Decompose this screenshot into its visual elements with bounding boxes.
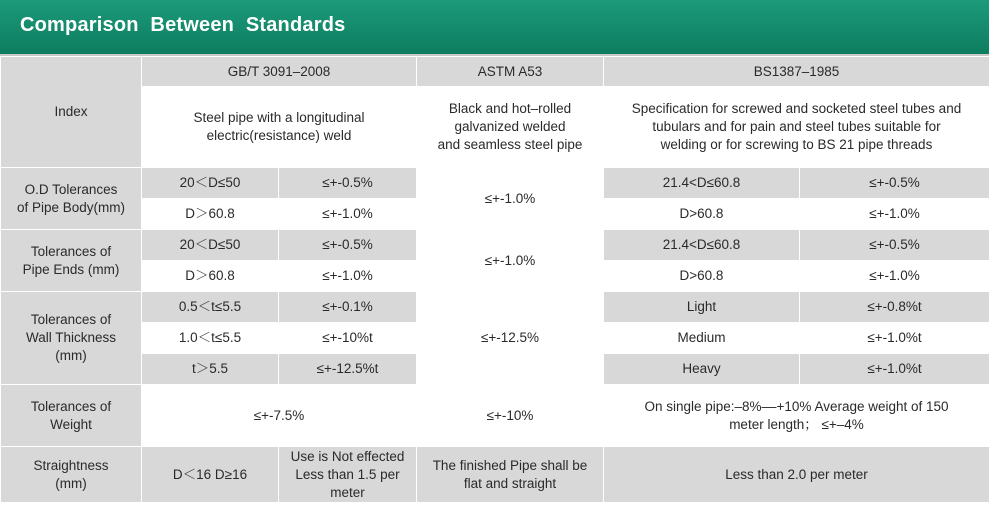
ends-gb-range-2: D＞60.8: [142, 261, 279, 292]
od-bs-range-2: D>60.8: [604, 199, 800, 230]
straightness-gb-range: D＜16 D≥16: [142, 447, 279, 503]
index-astm-desc: Black and hot–rolled galvanized welded and seamless steel pipe: [417, 87, 604, 168]
index-label: Index: [1, 57, 142, 168]
od-gb-tol-2: ≤+-1.0%: [279, 199, 417, 230]
wall-bs-tol-3: ≤+-1.0%t: [800, 354, 989, 385]
ends-gb-tol-2: ≤+-1.0%: [279, 261, 417, 292]
ends-bs-tol-1: ≤+-0.5%: [800, 230, 989, 261]
od-gb-range-1: 20＜D≤50: [142, 168, 279, 199]
ends-gb-range-1: 20＜D≤50: [142, 230, 279, 261]
header-astm: ASTM A53: [417, 57, 604, 87]
od-label: O.D Tolerances of Pipe Body(mm): [1, 168, 142, 230]
wall-gb-range-1: 0.5＜t≤5.5: [142, 292, 279, 323]
ends-gb-tol-1: ≤+-0.5%: [279, 230, 417, 261]
header-bs: BS1387–1985: [604, 57, 989, 87]
index-gb-desc: Steel pipe with a longitudinal electric(resistance) weld: [142, 87, 417, 168]
wall-bs-grade-3: Heavy: [604, 354, 800, 385]
ends-bs-range-2: D>60.8: [604, 261, 800, 292]
comparison-table: [0, 56, 989, 503]
header-gb: GB/T 3091–2008: [142, 57, 417, 87]
straightness-label: Straightness (mm): [1, 447, 142, 503]
od-bs-range-1: 21.4<D≤60.8: [604, 168, 800, 199]
od-gb-range-2: D＞60.8: [142, 199, 279, 230]
page-title: Comparison Between Standards: [20, 14, 346, 36]
weight-label: Tolerances of Weight: [1, 385, 142, 447]
straightness-astm: The finished Pipe shall be flat and straight: [417, 447, 604, 503]
weight-gb: ≤+-7.5%: [142, 385, 417, 447]
wall-gb-tol-1: ≤+-0.1%: [279, 292, 417, 323]
ends-astm: ≤+-1.0%: [417, 230, 604, 292]
wall-gb-tol-2: ≤+-10%t: [279, 323, 417, 354]
index-bs-desc: Specification for screwed and socketed steel tubes and tubulars and for pain and steel tubes suitable for welding or for screwing to BS 21 pipe threads: [604, 87, 989, 168]
od-gb-tol-1: ≤+-0.5%: [279, 168, 417, 199]
wall-bs-grade-1: Light: [604, 292, 800, 323]
od-astm: ≤+-1.0%: [417, 168, 604, 230]
wall-bs-tol-1: ≤+-0.8%t: [800, 292, 989, 323]
wall-bs-grade-2: Medium: [604, 323, 800, 354]
ends-bs-range-1: 21.4<D≤60.8: [604, 230, 800, 261]
weight-astm: ≤+-10%: [417, 385, 604, 447]
straightness-bs: Less than 2.0 per meter: [604, 447, 989, 503]
title-bar: [0, 0, 989, 56]
wall-gb-range-3: t＞5.5: [142, 354, 279, 385]
wall-gb-tol-3: ≤+-12.5%t: [279, 354, 417, 385]
od-bs-tol-2: ≤+-1.0%: [800, 199, 989, 230]
weight-bs: On single pipe:–8%––+10% Average weight of 150 meter length； ≤+–4%: [604, 385, 989, 447]
wall-gb-range-2: 1.0＜t≤5.5: [142, 323, 279, 354]
wall-astm: ≤+-12.5%: [417, 292, 604, 385]
straightness-gb-value: Use is Not effected Less than 1.5 per meter: [279, 447, 417, 503]
ends-label: Tolerances of Pipe Ends (mm): [1, 230, 142, 292]
wall-bs-tol-2: ≤+-1.0%t: [800, 323, 989, 354]
od-bs-tol-1: ≤+-0.5%: [800, 168, 989, 199]
wall-label: Tolerances of Wall Thickness (mm): [1, 292, 142, 385]
ends-bs-tol-2: ≤+-1.0%: [800, 261, 989, 292]
